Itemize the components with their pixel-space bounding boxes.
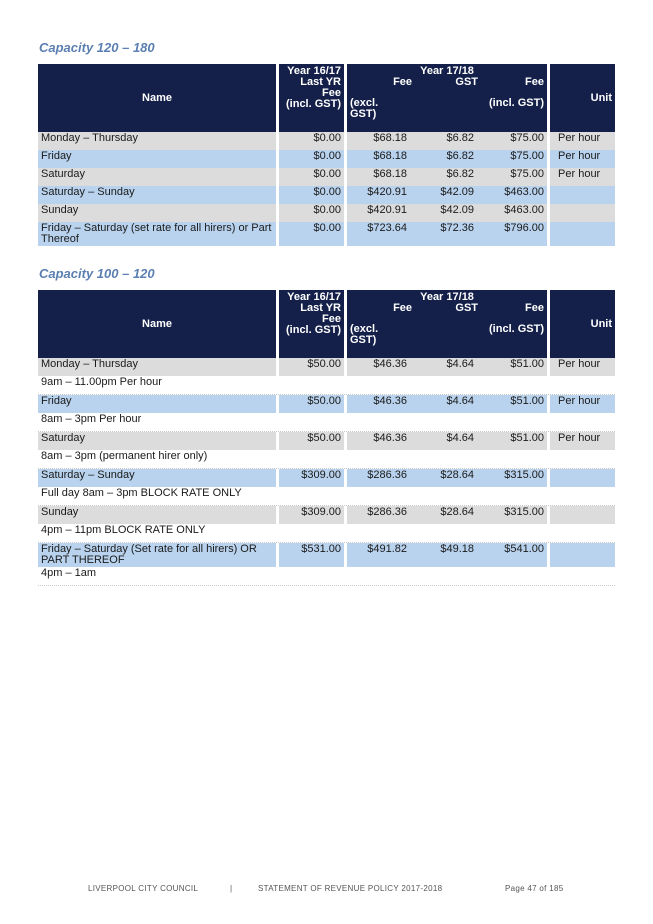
section-title-capacity-120-180: Capacity 120 – 180 bbox=[39, 40, 155, 55]
row-name: Saturday bbox=[38, 432, 276, 450]
row-unit: Per hour bbox=[547, 432, 615, 450]
table-row-note bbox=[38, 567, 615, 586]
row-fee-incl-gst: $75.00 bbox=[477, 168, 547, 186]
row-last-yr-fee: $531.00 bbox=[276, 543, 344, 567]
header-fee-incl-label: Fee bbox=[525, 76, 545, 88]
row-gst: $6.82 bbox=[410, 168, 477, 186]
header-last-yr-fee-label: Last YR Fee bbox=[300, 76, 341, 99]
row-gst: $42.09 bbox=[410, 186, 477, 204]
footer-doc-title: STATEMENT OF REVENUE POLICY 2017-2018 bbox=[258, 884, 443, 893]
row-name: Saturday – Sunday bbox=[38, 186, 276, 204]
row-name: Saturday bbox=[38, 168, 276, 186]
table-row-note bbox=[38, 376, 615, 395]
row-fee-excl-gst: $46.36 bbox=[344, 358, 410, 376]
table-row bbox=[38, 395, 615, 413]
row-fee-excl-gst: $68.18 bbox=[344, 132, 410, 150]
row-note: 8am – 3pm (permanent hirer only) bbox=[38, 450, 615, 469]
row-fee-incl-gst: $463.00 bbox=[477, 204, 547, 222]
row-gst: $49.18 bbox=[410, 543, 477, 567]
row-gst: $4.64 bbox=[410, 395, 477, 413]
header-last-yr-fee bbox=[276, 64, 344, 132]
row-note: 8am – 3pm Per hour bbox=[38, 413, 615, 432]
row-name: Friday – Saturday (set rate for all hirers) or Part Thereof bbox=[38, 222, 276, 246]
row-last-yr-fee: $0.00 bbox=[276, 222, 344, 246]
row-fee-excl-gst: $420.91 bbox=[344, 186, 410, 204]
row-last-yr-fee: $50.00 bbox=[276, 432, 344, 450]
header-gst: GST bbox=[455, 76, 479, 88]
row-last-yr-fee: $0.00 bbox=[276, 204, 344, 222]
row-fee-incl-gst: $51.00 bbox=[477, 358, 547, 376]
row-gst: $6.82 bbox=[410, 150, 477, 168]
table-row bbox=[38, 204, 615, 222]
row-fee-excl-gst: $420.91 bbox=[344, 204, 410, 222]
row-last-yr-fee: $0.00 bbox=[276, 168, 344, 186]
table-row bbox=[38, 168, 615, 186]
row-last-yr-fee: $0.00 bbox=[276, 132, 344, 150]
header-year-17-18-group bbox=[344, 64, 547, 132]
row-gst: $72.36 bbox=[410, 222, 477, 246]
table-row bbox=[38, 543, 615, 567]
header-excl-gst: (excl. GST) bbox=[350, 323, 379, 346]
header-excl-gst: (excl. GST) bbox=[350, 97, 379, 120]
table-row bbox=[38, 506, 615, 524]
row-unit: Per hour bbox=[547, 132, 615, 150]
header-fee-label: Fee bbox=[393, 76, 413, 88]
table-row-note bbox=[38, 487, 615, 506]
header-year-prev: Year 16/17 bbox=[287, 65, 341, 77]
row-gst: $4.64 bbox=[410, 432, 477, 450]
row-last-yr-fee: $309.00 bbox=[276, 506, 344, 524]
row-fee-incl-gst: $51.00 bbox=[477, 395, 547, 413]
table-row-note bbox=[38, 450, 615, 469]
row-note: 4pm – 11pm BLOCK RATE ONLY bbox=[38, 524, 615, 543]
row-fee-incl-gst: $51.00 bbox=[477, 432, 547, 450]
row-gst: $6.82 bbox=[410, 132, 477, 150]
row-fee-excl-gst: $68.18 bbox=[344, 150, 410, 168]
row-name: Monday – Thursday bbox=[38, 132, 276, 150]
row-unit bbox=[547, 543, 615, 567]
row-fee-excl-gst: $68.18 bbox=[344, 168, 410, 186]
header-year-curr: Year 17/18 bbox=[420, 65, 474, 77]
row-name: Friday – Saturday (Set rate for all hirers) OR PART THEREOF bbox=[38, 543, 276, 567]
row-name: Friday bbox=[38, 150, 276, 168]
row-gst: $4.64 bbox=[410, 358, 477, 376]
table-row-note bbox=[38, 413, 615, 432]
header-unit: Unit bbox=[547, 64, 615, 132]
row-unit bbox=[547, 506, 615, 524]
row-fee-excl-gst: $46.36 bbox=[344, 395, 410, 413]
table-row bbox=[38, 150, 615, 168]
header-last-yr-fee-label: Last YR Fee bbox=[300, 302, 341, 325]
row-fee-incl-gst: $75.00 bbox=[477, 132, 547, 150]
row-last-yr-fee: $309.00 bbox=[276, 469, 344, 487]
row-unit: Per hour bbox=[547, 150, 615, 168]
row-fee-incl-gst: $315.00 bbox=[477, 506, 547, 524]
header-fee-incl-label: Fee bbox=[525, 302, 545, 314]
table-row bbox=[38, 186, 615, 204]
row-fee-incl-gst: $315.00 bbox=[477, 469, 547, 487]
fee-table-capacity-100-120 bbox=[38, 290, 615, 586]
row-fee-excl-gst: $46.36 bbox=[344, 432, 410, 450]
row-fee-excl-gst: $491.82 bbox=[344, 543, 410, 567]
row-note: 4pm – 1am bbox=[38, 567, 615, 586]
row-unit: Per hour bbox=[547, 168, 615, 186]
row-fee-incl-gst: $796.00 bbox=[477, 222, 547, 246]
header-year-prev: Year 16/17 bbox=[287, 291, 341, 303]
section-title-capacity-100-120: Capacity 100 – 120 bbox=[39, 266, 155, 281]
header-incl-gst: (incl. GST) bbox=[489, 323, 545, 335]
row-gst: $42.09 bbox=[410, 204, 477, 222]
row-fee-excl-gst: $286.36 bbox=[344, 506, 410, 524]
row-gst: $28.64 bbox=[410, 506, 477, 524]
header-unit: Unit bbox=[547, 290, 615, 358]
header-year-curr: Year 17/18 bbox=[420, 291, 474, 303]
header-incl-gst: (incl. GST) bbox=[489, 97, 545, 109]
row-fee-incl-gst: $463.00 bbox=[477, 186, 547, 204]
footer-org: LIVERPOOL CITY COUNCIL bbox=[88, 884, 199, 893]
row-name: Monday – Thursday bbox=[38, 358, 276, 376]
table-row bbox=[38, 432, 615, 450]
row-fee-excl-gst: $723.64 bbox=[344, 222, 410, 246]
row-note: Full day 8am – 3pm BLOCK RATE ONLY bbox=[38, 487, 615, 506]
row-unit: Per hour bbox=[547, 395, 615, 413]
table-row bbox=[38, 358, 615, 376]
footer-divider: | bbox=[230, 884, 233, 893]
header-fee-incl bbox=[478, 77, 544, 120]
row-last-yr-fee: $50.00 bbox=[276, 358, 344, 376]
table-row bbox=[38, 469, 615, 487]
header-fee-excl bbox=[350, 303, 412, 346]
row-gst: $28.64 bbox=[410, 469, 477, 487]
row-last-yr-fee: $50.00 bbox=[276, 395, 344, 413]
header-incl-gst-prev: (incl. GST) bbox=[286, 324, 341, 336]
header-name: Name bbox=[38, 64, 276, 132]
header-name: Name bbox=[38, 290, 276, 358]
row-last-yr-fee: $0.00 bbox=[276, 186, 344, 204]
row-name: Sunday bbox=[38, 204, 276, 222]
row-fee-excl-gst: $286.36 bbox=[344, 469, 410, 487]
row-last-yr-fee: $0.00 bbox=[276, 150, 344, 168]
fee-table-capacity-120-180 bbox=[38, 64, 615, 246]
table-row bbox=[38, 222, 615, 246]
header-fee-excl bbox=[350, 77, 412, 120]
footer-page-number: Page 47 of 185 bbox=[505, 884, 564, 893]
row-unit bbox=[547, 222, 615, 246]
row-name: Saturday – Sunday bbox=[38, 469, 276, 487]
header-last-yr-fee bbox=[276, 290, 344, 358]
table-row-note bbox=[38, 524, 615, 543]
row-unit: Per hour bbox=[547, 358, 615, 376]
row-name: Friday bbox=[38, 395, 276, 413]
row-name: Sunday bbox=[38, 506, 276, 524]
row-fee-incl-gst: $541.00 bbox=[477, 543, 547, 567]
header-year-17-18-group bbox=[344, 290, 547, 358]
header-gst: GST bbox=[455, 302, 479, 314]
row-unit bbox=[547, 186, 615, 204]
row-unit bbox=[547, 469, 615, 487]
header-fee-label: Fee bbox=[393, 302, 413, 314]
row-fee-incl-gst: $75.00 bbox=[477, 150, 547, 168]
row-note: 9am – 11.00pm Per hour bbox=[38, 376, 615, 395]
table-row bbox=[38, 132, 615, 150]
header-fee-incl bbox=[478, 303, 544, 346]
header-incl-gst-prev: (incl. GST) bbox=[286, 98, 341, 110]
row-unit bbox=[547, 204, 615, 222]
